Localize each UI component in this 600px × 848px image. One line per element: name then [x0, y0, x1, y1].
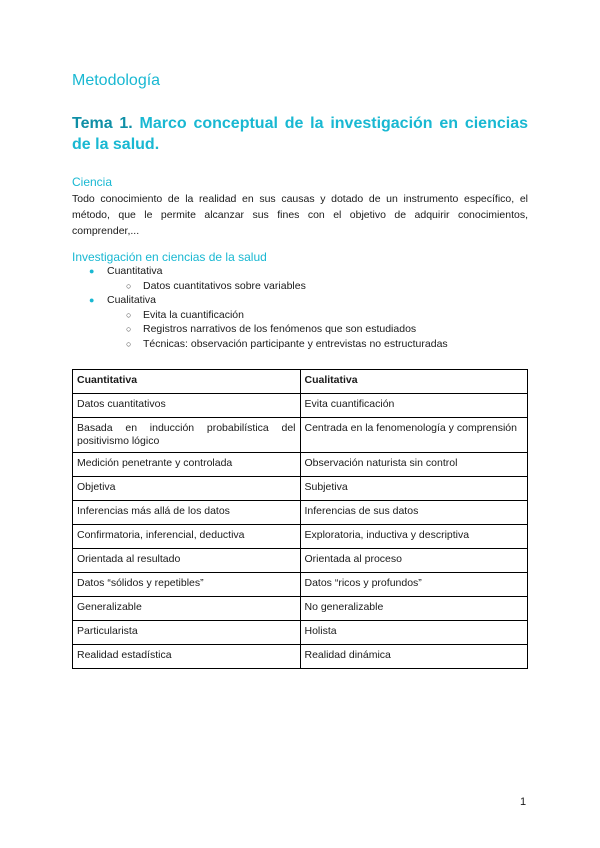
table-cell: Realidad estadística — [73, 645, 301, 669]
sub-list-item-text: Evita la cuantificación — [143, 308, 244, 321]
table-cell: Subjetiva — [300, 477, 528, 501]
table-row — [73, 453, 528, 477]
table-row — [73, 477, 528, 501]
investigation-list — [72, 264, 448, 351]
table-row — [73, 597, 528, 621]
table-row — [73, 394, 528, 418]
sub-list-item — [72, 308, 448, 323]
ciencia-paragraph: Todo conocimiento de la realidad en sus causas y dotado de un instrumento específico, el método, que le permite alcanzar sus fines con el objetivo de adquirir conocimientos, comprender,... — [72, 193, 528, 237]
sub-list-item-text: Registros narrativos de los fenómenos que son estudiados — [143, 323, 417, 335]
table-cell: Exploratoria, inductiva y descriptiva — [300, 525, 528, 549]
comparison-table — [72, 369, 528, 669]
table-cell: Particularista — [73, 621, 301, 645]
page-number: 1 — [520, 796, 527, 808]
circle-bullet-icon: ○ — [126, 280, 132, 291]
section-heading-investigacion: Investigación en ciencias de la salud — [72, 250, 267, 264]
list-item — [72, 293, 448, 351]
table-row — [73, 549, 528, 573]
sub-list — [107, 279, 448, 294]
section-heading-ciencia: Ciencia — [72, 175, 113, 189]
table-cell: Observación naturista sin control — [300, 453, 528, 477]
table-cell: Datos cuantitativos — [73, 394, 301, 418]
table-cell: Datos “sólidos y repetibles” — [73, 573, 301, 597]
table-cell: Holista — [300, 621, 528, 645]
table-cell: Orientada al proceso — [300, 549, 528, 573]
table-row — [73, 501, 528, 525]
table-cell: Centrada en la fenomenología y comprensión — [300, 418, 528, 453]
list-item-label: Cuantitativa — [107, 265, 163, 277]
table-row — [73, 418, 528, 453]
list-item-label: Cualitativa — [107, 294, 157, 306]
table-row — [73, 645, 528, 669]
table-cell: Inferencias de sus datos — [300, 501, 528, 525]
table-header-cuantitativa: Cuantitativa — [73, 370, 301, 394]
document-title: Metodología — [72, 72, 161, 89]
table-cell: No generalizable — [300, 597, 528, 621]
table-cell: Basada en inducción probabilística del positivismo lógico — [73, 418, 301, 453]
topic-label: Tema 1. — [72, 115, 133, 132]
bullet-icon: ● — [89, 295, 95, 305]
table-row — [73, 573, 528, 597]
table-cell: Realidad dinámica — [300, 645, 528, 669]
circle-bullet-icon: ○ — [126, 338, 132, 349]
circle-bullet-icon: ○ — [126, 324, 132, 334]
table-cell: Datos “ricos y profundos” — [300, 573, 528, 597]
topic-heading — [72, 113, 528, 155]
table-cell: Confirmatoria, inferencial, deductiva — [73, 525, 301, 549]
table-row — [73, 525, 528, 549]
table-cell: Objetiva — [73, 477, 301, 501]
table-header-cualitativa: Cualitativa — [300, 370, 528, 394]
table-header-row — [73, 370, 528, 394]
table-cell: Inferencias más allá de los datos — [73, 501, 301, 525]
topic-text: Marco conceptual de la investigación en ciencias de la salud. — [72, 115, 528, 153]
table-cell: Orientada al resultado — [73, 549, 301, 573]
circle-bullet-icon: ○ — [126, 309, 132, 320]
bullet-icon: ● — [89, 266, 95, 276]
table-row — [73, 621, 528, 645]
sub-list-item — [72, 322, 448, 337]
sub-list-item — [72, 279, 448, 294]
table-cell: Generalizable — [73, 597, 301, 621]
list-item — [72, 264, 448, 293]
sub-list-item — [72, 337, 448, 352]
sub-list — [107, 308, 448, 352]
sub-list-item-text: Datos cuantitativos sobre variables — [143, 279, 306, 292]
sub-list-item-text: Técnicas: observación participante y entrevistas no estructuradas — [143, 337, 448, 350]
table-cell: Evita cuantificación — [300, 394, 528, 418]
table-cell: Medición penetrante y controlada — [73, 453, 301, 477]
